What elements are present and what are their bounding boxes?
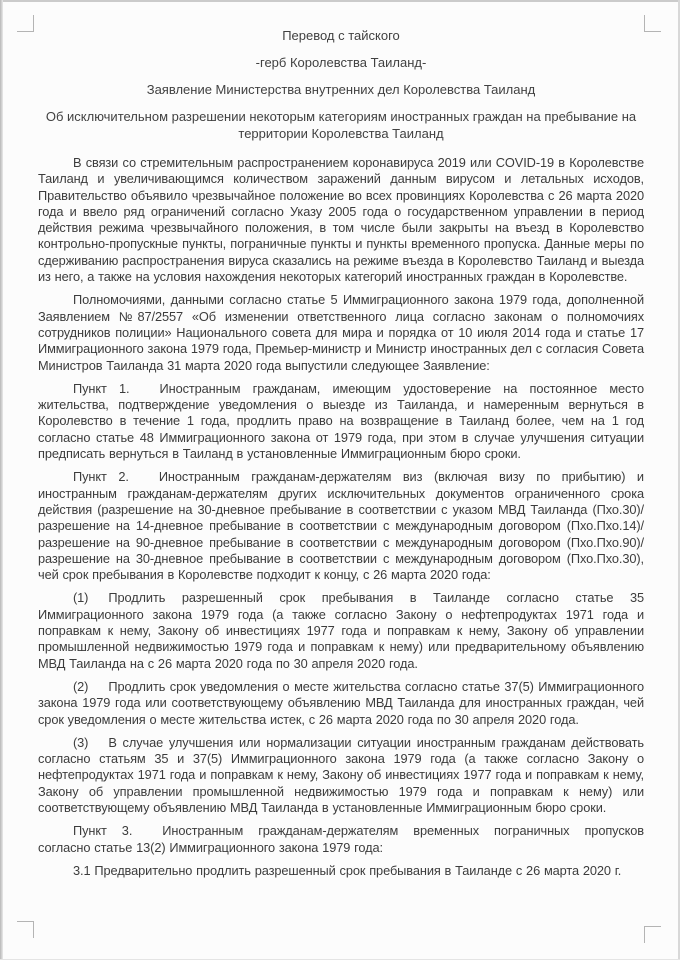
paragraph-point-3 [38,823,644,856]
paragraph-label: (1) [73,590,89,606]
paragraph-text: Иностранным гражданам-держателям временных пограничных пропусков согласно статье 13(2) Иммиграционного закона 1979 года: [38,823,644,855]
coat-of-arms-note: -герб Королевства Таиланд- [255,55,427,70]
paragraph-authority [38,292,644,373]
document-title: Заявление Министерства внутренних дел Королевства Таиланд [146,82,536,97]
translation-note: Перевод с тайского [282,28,400,43]
paragraph-point-2 [38,469,644,583]
crop-mark-bottom-right [644,926,661,943]
paragraph-intro [38,155,644,285]
paragraph-label: Пункт 2. [73,469,129,485]
paragraph-text: В случае улучшения или нормализации ситуации иностранным гражданам действовать согласно статьям 35 и 37(5) Иммиграционного закона 1979 года (а также согласно Закону о нефтепродуктах 1971 года и поправкам к нему, Закону об инвестициях 1977 года и поправкам к нему, Закону об управлении промышленной недвижимостью 1979 года и поправкам к нему) или соответствующему объявлению МВД Таиланда в установленные Иммиграционным бюро сроки. [38,734,644,815]
crop-mark-top-left [17,15,34,32]
paragraph-text: Продлить разрешенный срок пребывания в Таиланде согласно статье 35 Иммиграционного закона 1979 года (а также согласно Закону о нефтепродуктах 1971 года и поправкам к нему, Закону об инвестициях 1977 года и поправкам к нему, Закону об управлении промышленной недвижимостью 1979 года и поправкам к нему) или предварительному объявлению МВД Таиланда на с 26 марта 2020 года по 30 апреля 2020 года. [38,590,644,671]
paragraph-text: Иностранным гражданам-держателям виз (включая визу по прибытию) и иностранным гражданам-держателям других исключительных документов ограниченного срока действия (разрешение на 30-дневное пребывание в соответствии с указом МВД Таиланда (Пхо.30)/ разрешение на 14-дневное пребывание в соответствии с международным договором (Пхо.Пхо.14)/ разрешение на 90-дневное пребывание в соответствии с международным договором (Пхо.Пхо.90)/разрешение на 30-дневное пребывание в соответствии с международным договором (Пхо.Пхо.30), чей срок пребывания в Королевстве подходит к концу, с 26 марта 2020 года: [38,469,644,583]
paragraph-text: Продлить срок уведомления о месте жительства согласно статье 37(5) Иммиграционного закона 1979 года или соответствующему объявлению МВД Таиланда для иностранных граждан, чей срок уведомления о месте жительства истек, с 26 марта 2020 года по 30 апреля 2020 года. [38,678,644,727]
paragraph-text: Полномочиями, данными согласно статье 5 Иммиграционного закона 1979 года, дополненной Заявлением №87/2557 «Об изменении ответственного лица согласно законам о полномочиях сотрудников полиции» Национального совета для мира и порядка от 10 июля 2014 года и статье 17 Иммиграционного закона 1979 года, Премьер-министр и Министр иностранных дел с согласия Совета Министров Таиланда 31 марта 2020 года выпустили следующее Заявление: [38,292,644,373]
paragraph-text: Иностранным гражданам, имеющим удостоверение на постоянное место жительства, подтверждение уведомления о выезде из Таиланда, и намеренным вернуться в Королевство в течение 1 года, продлить право на возвращение в Таиланд более, чем на 1 год согласно статье 48 Иммиграционного закона от 1979 года, при этом в случае улучшения ситуации предписать вернуться в Таиланд в установленные Иммиграционным бюро сроки. [38,380,644,462]
paragraph-label: (3) [73,734,89,750]
paragraph-label: (2) [73,678,89,694]
paragraph-subpoint-3-1 [38,863,644,879]
scan-edge-top [0,0,680,2]
document-subtitle: Об исключительном разрешении некоторым категориям иностранных граждан на пребывание на территории Королевства Таиланд [45,109,637,141]
document-content [38,27,644,886]
paragraph-subpoint-3 [38,735,644,816]
paragraph-text: В связи со стремительным распространением коронавируса 2019 или COVID-19 в Королевстве Таиланд и увеличивающимся количеством заражений данным вирусом и летальных исходов, Правительство объявило чрезвычайное положение во всех провинциях Королевства с 26 марта 2020 года и ввело ряд ограничений согласно Указу 2005 года о государственном управлении в период действия режима чрезвычайного положения, в том числе были закрыты на въезд в Королевство контрольно-пропускные пункты, пограничные пункты и пункты временного пропуска. Данные меры по сдерживанию распространения вируса сказались на режиме въезда в Королевство Таиланд и выезда из него, а также на условия нахождения некоторых категорий иностранных граждан в Королевстве. [38,155,644,285]
paragraph-label: Пункт 3. [73,823,133,839]
paragraph-text: 3.1 Предварительно продлить разрешенный срок пребывания в Таиланде с 26 марта 2020 г. [73,862,622,878]
paragraph-subpoint-2 [38,679,644,728]
crop-mark-top-right [644,15,661,32]
crop-mark-bottom-left [17,921,34,938]
scan-edge-left [0,0,3,960]
paragraph-point-1 [38,381,644,462]
paragraph-label: Пункт 1. [73,380,130,396]
paragraph-subpoint-1 [38,590,644,671]
